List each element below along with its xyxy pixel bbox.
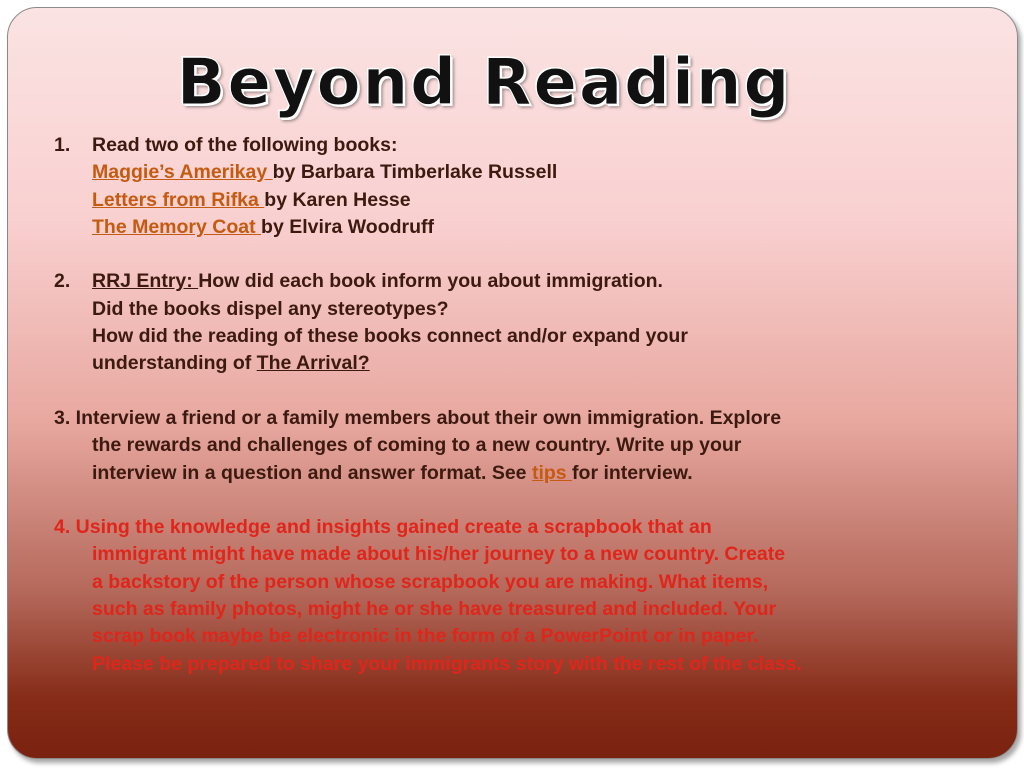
item-4-line-4: such as family photos, might he or she have treasured and included. Your — [92, 598, 777, 621]
item-3-line-1: 3. Interview a friend or a family members about their own immigration. Explore — [54, 406, 782, 429]
book-row — [54, 214, 914, 241]
book-author: by Barbara Timberlake Russell — [272, 161, 558, 184]
item-3-line-3-suffix: for interview. — [572, 461, 693, 484]
book-author: by Karen Hesse — [264, 188, 411, 211]
item-3-line-3-text: interview in a question and answer format. See — [92, 461, 532, 484]
item-4-closing: Please be prepared to share your immigrants story with the rest of the class. — [92, 652, 802, 675]
item-4-line-5: scrap book maybe be electronic in the form of a PowerPoint or in paper. — [92, 625, 759, 648]
tips-link[interactable]: tips — [531, 461, 573, 484]
item-1-number: 1. — [54, 134, 71, 156]
item-4-line-3: a backstory of the person whose scrapbook you are making. What items, — [92, 570, 769, 593]
slide-title: Beyond Reading — [176, 46, 792, 120]
book-row — [54, 159, 914, 186]
book-row — [54, 187, 914, 214]
item-1-intro-text: Read two of the following books: — [92, 134, 398, 156]
book-author: by Elvira Woodruff — [261, 215, 435, 238]
item-2-line-4-text: understanding of — [92, 352, 257, 375]
item-4-line-2: immigrant might have made about his/her journey to a new country. Create — [92, 543, 786, 566]
item-2-line-2: Did the books dispel any stereotypes? — [92, 297, 449, 320]
book-link-letters-from-rifka[interactable]: Letters from Rifka — [92, 188, 265, 211]
item-4-line-1: 4. Using the knowledge and insights gained create a scrapbook that an — [54, 516, 712, 539]
item-3-line-3 — [54, 460, 914, 487]
spacer — [54, 241, 914, 268]
slide — [7, 7, 1018, 759]
book-link-the-memory-coat[interactable]: The Memory Coat — [92, 215, 262, 238]
spacer — [54, 487, 914, 514]
item-2-number: 2. — [54, 270, 71, 293]
slide-body — [54, 132, 914, 678]
rrj-entry-link[interactable]: RRJ Entry: — [92, 270, 199, 293]
item-2-text: How did each book inform you about immigration. — [198, 270, 663, 293]
spacer — [54, 378, 914, 405]
item-2-line-3: How did the reading of these books connect and/or expand your — [92, 325, 688, 348]
book-link-maggies-amerikay[interactable]: Maggie’s Amerikay — [92, 161, 273, 184]
item-2-line-4 — [54, 350, 914, 377]
item-3-line-2: the rewards and challenges of coming to a new country. Write up your — [92, 434, 742, 457]
item-2-line-1 — [54, 268, 914, 295]
the-arrival-link[interactable]: The Arrival? — [256, 352, 370, 375]
item-1-intro — [54, 132, 914, 159]
